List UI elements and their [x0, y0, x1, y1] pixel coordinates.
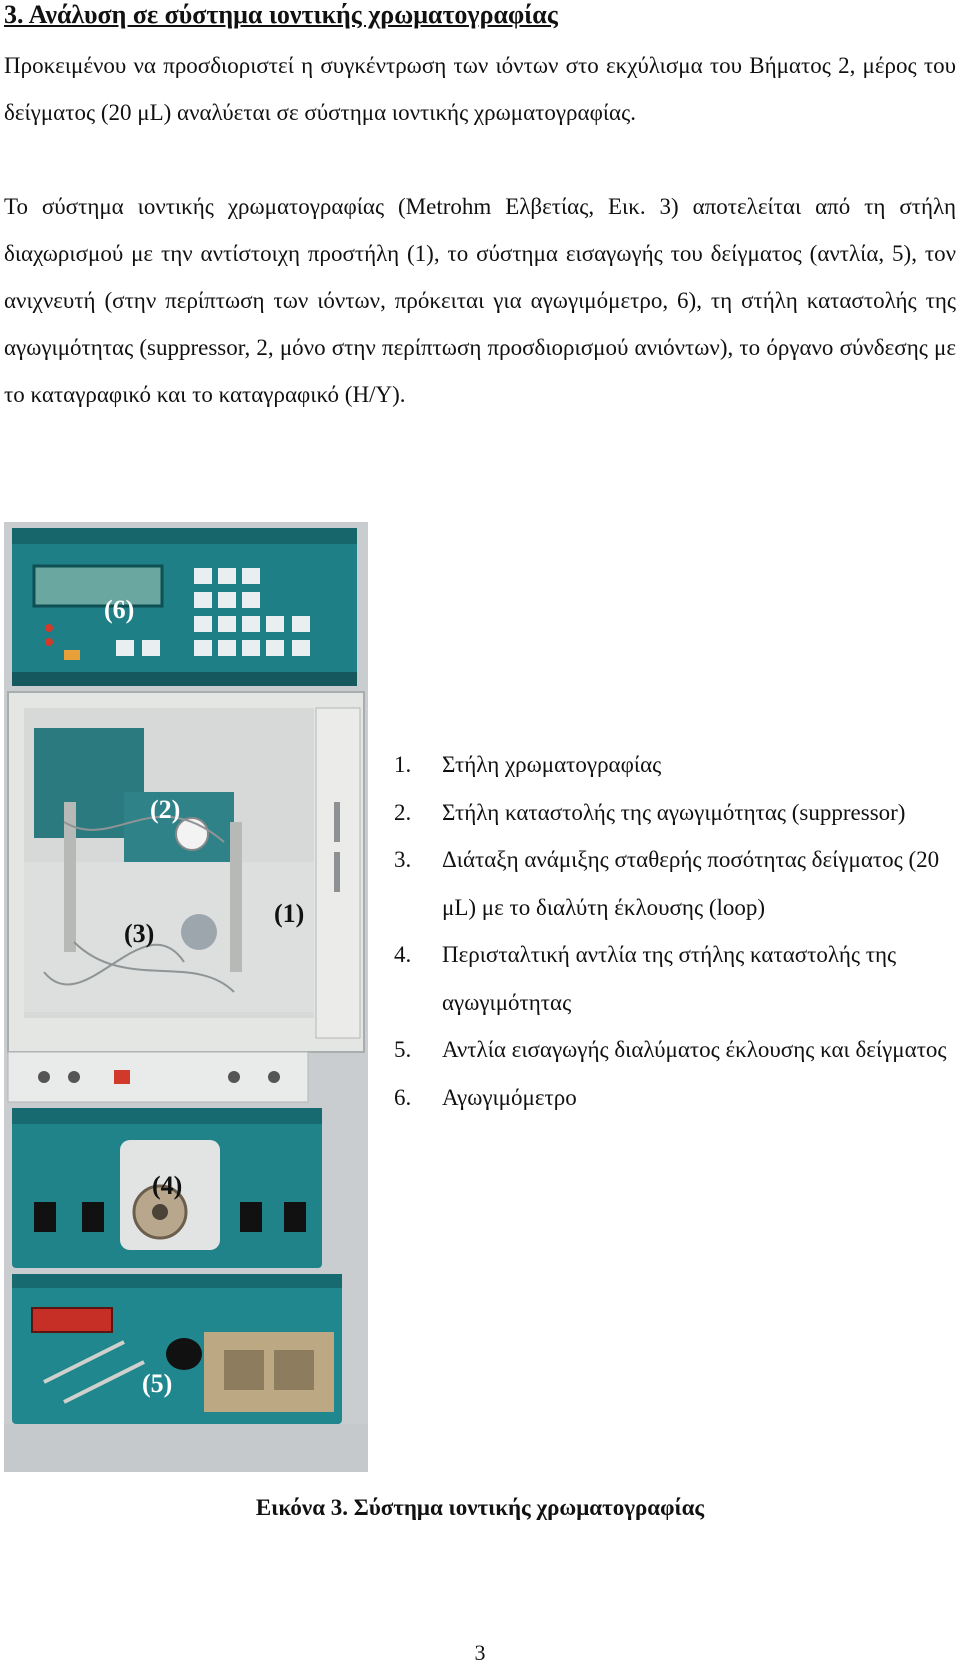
legend-item: 5. Αντλία εισαγωγής διαλύματος έκλουσης και δείγματος: [394, 1037, 947, 1062]
photo-label-3: (3): [124, 919, 155, 948]
figure-legend: [394, 741, 954, 1121]
photo-label-1: (1): [274, 899, 305, 928]
photo-label-6: (6): [104, 595, 135, 624]
legend-item: 1. Στήλη χρωματογραφίας: [394, 752, 662, 777]
system-description-paragraph: Το σύστημα ιοντικής χρωματογραφίας (Metrohm Ελβετίας, Εικ. 3) αποτελείται από τη στήλη διαχωρισμού με την αντίστοιχη προστήλη (1), το σύστημα εισαγωγής του δείγματος (αντλία, 5), τον ανιχνευτή (στην περίπτωση των ιόντων, πρόκειται για αγωγιμόμετρο, 6), τη στήλη καταστολής της αγωγιμότητας (suppressor, 2, μόνο στην περίπτωση προσδιορισμού ανιόντων), το όργανο σύνδεσης με το καταγραφικό και το καταγραφικό (Η/Υ).: [4, 194, 956, 407]
column-compartment: [8, 692, 364, 1052]
section-heading: 3. Ανάλυση σε σύστημα ιοντικής χρωματογραφίας: [4, 0, 558, 29]
intro-paragraph: Προκειμένου να προσδιοριστεί η συγκέντρωση των ιόντων στο εκχύλισμα του Βήματος 2, μέρος του δείγματος (20 μL) αναλύεται σε σύστημα ιοντικής χρωματογραφίας.: [4, 53, 956, 125]
photo-label-2: (2): [150, 795, 181, 824]
instrument-photo: [4, 522, 368, 1472]
legend-item: 2. Στήλη καταστολής της αγωγιμότητας (suppressor): [394, 799, 906, 825]
figure-caption: Εικόνα 3. Σύστημα ιοντικής χρωματογραφίας: [255, 1495, 705, 1520]
page-number: 3: [474, 1640, 486, 1665]
legend-item: 4. Περισταλτική αντλία της στήλης καταστολής της αγωγιμότητας: [394, 942, 897, 1015]
conductometer-unit: [12, 528, 357, 686]
photo-label-5: (5): [142, 1369, 173, 1398]
photo-label-4: (4): [152, 1171, 183, 1200]
legend-item: 3. Διάταξη ανάμιξης σταθερής ποσότητας δείγματος (20 μL) με το διαλύτη έκλουσης (loop): [394, 847, 940, 920]
pump-unit: [12, 1274, 342, 1424]
legend-item: 6. Αγωγιμόμετρο: [394, 1084, 577, 1110]
